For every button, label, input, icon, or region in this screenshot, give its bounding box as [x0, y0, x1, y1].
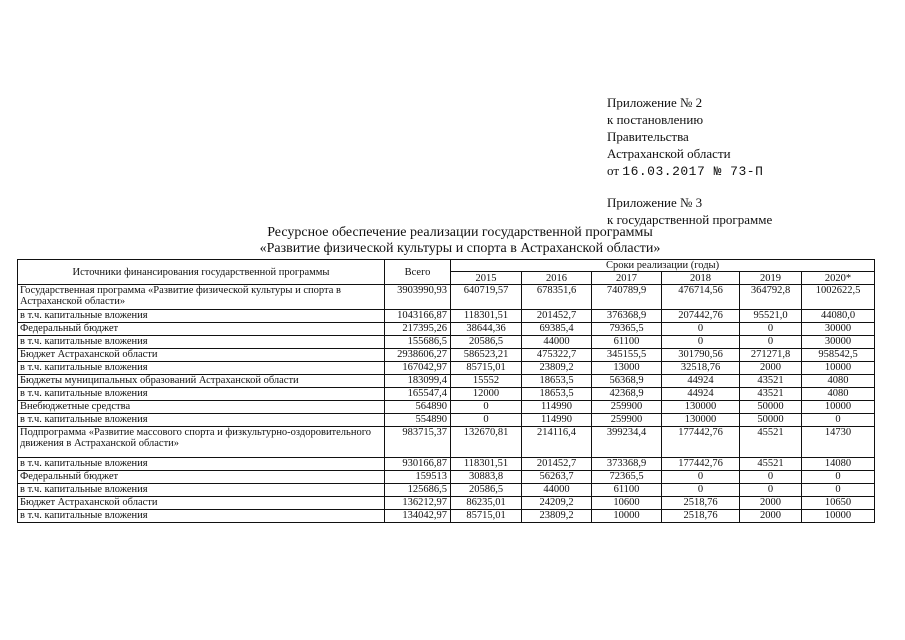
year-value-cell: 23809,2	[522, 510, 592, 523]
source-cell: Внебюджетные средства	[18, 401, 385, 414]
source-cell: в т.ч. капитальные вложения	[18, 310, 385, 323]
year-value-cell: 18653,5	[522, 375, 592, 388]
header-year: 2018	[662, 272, 740, 285]
year-value-cell: 177442,76	[662, 427, 740, 458]
table-row	[18, 323, 875, 336]
year-value-cell: 10000	[802, 401, 875, 414]
year-value-cell: 85715,01	[451, 362, 522, 375]
year-value-cell: 2000	[740, 362, 802, 375]
table-row	[18, 458, 875, 471]
appendix-line: к государственной программе	[607, 212, 773, 227]
year-value-cell: 20586,5	[451, 484, 522, 497]
table-row	[18, 427, 875, 458]
year-value-cell: 44000	[522, 484, 592, 497]
total-cell: 3903990,93	[385, 285, 451, 310]
total-cell: 125686,5	[385, 484, 451, 497]
year-value-cell: 56368,9	[592, 375, 662, 388]
year-value-cell: 0	[662, 336, 740, 349]
year-value-cell: 86235,01	[451, 497, 522, 510]
year-value-cell: 10600	[592, 497, 662, 510]
date-number: 16.03.2017 № 73-П	[622, 164, 764, 179]
year-value-cell: 72365,5	[592, 471, 662, 484]
year-value-cell: 364792,8	[740, 285, 802, 310]
year-value-cell: 30883,8	[451, 471, 522, 484]
appendix-line: Астраханской области	[607, 146, 731, 161]
appendix-line: Приложение № 2	[607, 95, 703, 110]
table-row	[18, 484, 875, 497]
year-value-cell: 740789,9	[592, 285, 662, 310]
year-value-cell: 44080,0	[802, 310, 875, 323]
table-row	[18, 497, 875, 510]
year-value-cell: 0	[662, 471, 740, 484]
date-prefix: от	[607, 163, 620, 178]
year-value-cell: 118301,51	[451, 458, 522, 471]
document-title-line-2: «Развитие физической культуры и спорта в Астраханской области»	[259, 241, 661, 256]
total-cell: 134042,97	[385, 510, 451, 523]
year-value-cell: 132670,81	[451, 427, 522, 458]
year-value-cell: 0	[802, 414, 875, 427]
year-value-cell: 207442,76	[662, 310, 740, 323]
total-cell: 217395,26	[385, 323, 451, 336]
table-row	[18, 414, 875, 427]
year-value-cell: 130000	[662, 401, 740, 414]
year-value-cell: 4080	[802, 388, 875, 401]
source-cell: Бюджеты муниципальных образований Астраханской области	[18, 375, 385, 388]
source-cell: в т.ч. капитальные вложения	[18, 458, 385, 471]
header-year: 2015	[451, 272, 522, 285]
table-row	[18, 349, 875, 362]
total-cell: 930166,87	[385, 458, 451, 471]
year-value-cell: 301790,56	[662, 349, 740, 362]
table-row	[18, 285, 875, 310]
year-value-cell: 177442,76	[662, 458, 740, 471]
year-value-cell: 43521	[740, 375, 802, 388]
year-value-cell: 45521	[740, 427, 802, 458]
year-value-cell: 56263,7	[522, 471, 592, 484]
year-value-cell: 678351,6	[522, 285, 592, 310]
table-row	[18, 375, 875, 388]
header-year: 2020*	[802, 272, 875, 285]
header-sources: Источники финансирования государственной программы	[18, 260, 385, 285]
source-cell: в т.ч. капитальные вложения	[18, 362, 385, 375]
total-cell: 155686,5	[385, 336, 451, 349]
year-value-cell: 44924	[662, 388, 740, 401]
year-value-cell: 2000	[740, 497, 802, 510]
year-value-cell: 114990	[522, 401, 592, 414]
table-row	[18, 471, 875, 484]
year-value-cell: 10650	[802, 497, 875, 510]
year-value-cell: 32518,76	[662, 362, 740, 375]
year-value-cell: 118301,51	[451, 310, 522, 323]
source-cell: Бюджет Астраханской области	[18, 349, 385, 362]
year-value-cell: 214116,4	[522, 427, 592, 458]
total-cell: 165547,4	[385, 388, 451, 401]
year-value-cell: 4080	[802, 375, 875, 388]
year-value-cell: 95521,0	[740, 310, 802, 323]
year-value-cell: 0	[451, 401, 522, 414]
total-cell: 983715,37	[385, 427, 451, 458]
total-cell: 159513	[385, 471, 451, 484]
total-cell: 183099,4	[385, 375, 451, 388]
total-cell: 554890	[385, 414, 451, 427]
document-title-line-1: Ресурсное обеспечение реализации государственной программы	[267, 225, 653, 240]
resource-table	[17, 259, 875, 523]
source-cell: Государственная программа «Развитие физической культуры и спорта в Астраханской области»	[18, 285, 385, 310]
table-row	[18, 310, 875, 323]
year-value-cell: 0	[662, 484, 740, 497]
source-cell: Бюджет Астраханской области	[18, 497, 385, 510]
source-cell: в т.ч. капитальные вложения	[18, 336, 385, 349]
year-value-cell: 0	[802, 471, 875, 484]
year-value-cell: 10000	[802, 510, 875, 523]
year-value-cell: 13000	[592, 362, 662, 375]
header-year: 2019	[740, 272, 802, 285]
year-value-cell: 20586,5	[451, 336, 522, 349]
year-value-cell: 640719,57	[451, 285, 522, 310]
year-value-cell: 0	[451, 414, 522, 427]
year-value-cell: 79365,5	[592, 323, 662, 336]
year-value-cell: 259900	[592, 401, 662, 414]
year-value-cell: 399234,4	[592, 427, 662, 458]
year-value-cell: 0	[802, 484, 875, 497]
year-value-cell: 2518,76	[662, 497, 740, 510]
header-year: 2017	[592, 272, 662, 285]
year-value-cell: 61100	[592, 484, 662, 497]
appendix-2-block	[607, 94, 763, 180]
appendix-line: к постановлению	[607, 112, 704, 127]
year-value-cell: 114990	[522, 414, 592, 427]
year-value-cell: 376368,9	[592, 310, 662, 323]
total-cell: 167042,97	[385, 362, 451, 375]
table-row	[18, 388, 875, 401]
year-value-cell: 345155,5	[592, 349, 662, 362]
year-value-cell: 0	[740, 336, 802, 349]
appendix-3-block	[607, 194, 772, 228]
year-value-cell: 45521	[740, 458, 802, 471]
header-total: Всего	[385, 260, 451, 285]
year-value-cell: 23809,2	[522, 362, 592, 375]
source-cell: в т.ч. капитальные вложения	[18, 388, 385, 401]
year-value-cell: 10000	[802, 362, 875, 375]
year-value-cell: 0	[740, 471, 802, 484]
year-value-cell: 14730	[802, 427, 875, 458]
year-value-cell: 18653,5	[522, 388, 592, 401]
total-cell: 2938606,27	[385, 349, 451, 362]
year-value-cell: 201452,7	[522, 310, 592, 323]
year-value-cell: 0	[740, 323, 802, 336]
header-year: 2016	[522, 272, 592, 285]
source-cell: в т.ч. капитальные вложения	[18, 510, 385, 523]
year-value-cell: 2518,76	[662, 510, 740, 523]
year-value-cell: 271271,8	[740, 349, 802, 362]
year-value-cell: 0	[662, 323, 740, 336]
header-terms: Сроки реализации (годы)	[451, 260, 875, 272]
table-row	[18, 362, 875, 375]
year-value-cell: 15552	[451, 375, 522, 388]
year-value-cell: 43521	[740, 388, 802, 401]
year-value-cell: 958542,5	[802, 349, 875, 362]
total-cell: 564890	[385, 401, 451, 414]
year-value-cell: 85715,01	[451, 510, 522, 523]
year-value-cell: 201452,7	[522, 458, 592, 471]
year-value-cell: 10000	[592, 510, 662, 523]
table-row	[18, 336, 875, 349]
appendix-line: Правительства	[607, 129, 689, 144]
table-row	[18, 401, 875, 414]
appendix-line: Приложение № 3	[607, 195, 703, 210]
year-value-cell: 38644,36	[451, 323, 522, 336]
year-value-cell: 0	[740, 484, 802, 497]
year-value-cell: 373368,9	[592, 458, 662, 471]
year-value-cell: 24209,2	[522, 497, 592, 510]
year-value-cell: 475322,7	[522, 349, 592, 362]
year-value-cell: 50000	[740, 401, 802, 414]
year-value-cell: 1002622,5	[802, 285, 875, 310]
year-value-cell: 42368,9	[592, 388, 662, 401]
total-cell: 1043166,87	[385, 310, 451, 323]
year-value-cell: 50000	[740, 414, 802, 427]
year-value-cell: 30000	[802, 336, 875, 349]
source-cell: Федеральный бюджет	[18, 323, 385, 336]
year-value-cell: 61100	[592, 336, 662, 349]
source-cell: в т.ч. капитальные вложения	[18, 414, 385, 427]
year-value-cell: 2000	[740, 510, 802, 523]
appendix-date-line	[607, 162, 763, 180]
year-value-cell: 14080	[802, 458, 875, 471]
year-value-cell: 586523,21	[451, 349, 522, 362]
year-value-cell: 130000	[662, 414, 740, 427]
source-cell: Федеральный бюджет	[18, 471, 385, 484]
year-value-cell: 476714,56	[662, 285, 740, 310]
table-row	[18, 510, 875, 523]
year-value-cell: 69385,4	[522, 323, 592, 336]
year-value-cell: 259900	[592, 414, 662, 427]
source-cell: в т.ч. капитальные вложения	[18, 484, 385, 497]
year-value-cell: 12000	[451, 388, 522, 401]
source-cell: Подпрограмма «Развитие массового спорта и физкультурно-оздоровительного движения в Астраханской области»	[18, 427, 385, 458]
year-value-cell: 44000	[522, 336, 592, 349]
total-cell: 136212,97	[385, 497, 451, 510]
year-value-cell: 44924	[662, 375, 740, 388]
year-value-cell: 30000	[802, 323, 875, 336]
